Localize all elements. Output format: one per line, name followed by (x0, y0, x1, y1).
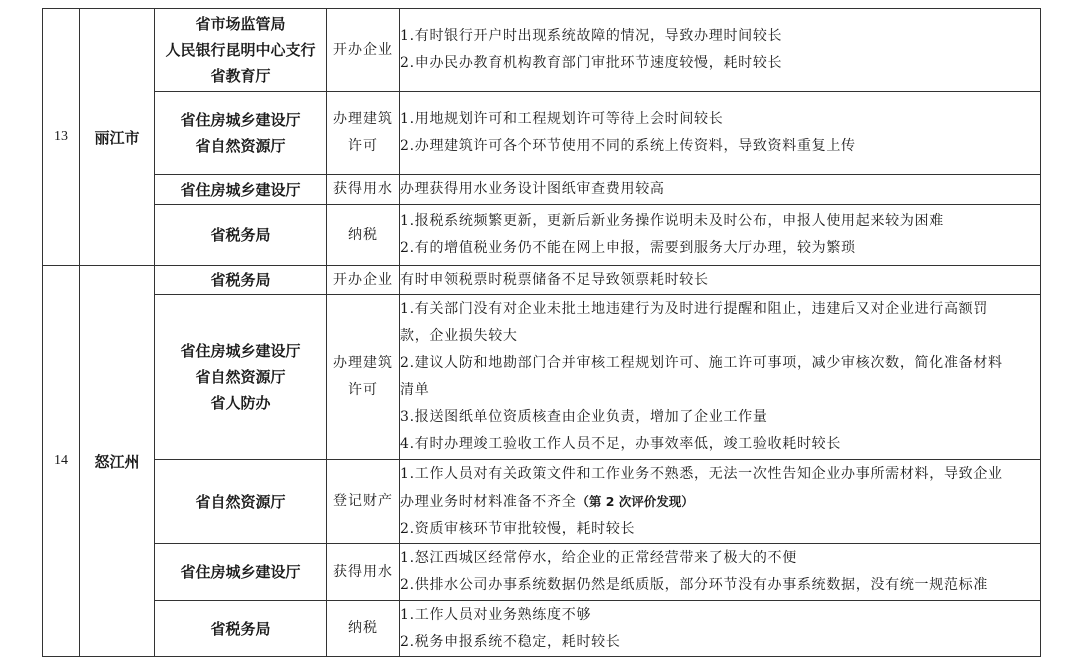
issue-line: 1.用地规划许可和工程规划许可等待上会时间较长 (400, 111, 724, 127)
department-name: 省住房城乡建设厅 (180, 111, 301, 129)
city-name: 怒江州 (80, 266, 155, 657)
category-label: 办理建筑 (333, 355, 393, 371)
issues-cell (400, 205, 1041, 266)
table-row (43, 175, 1041, 205)
category-cell (327, 266, 400, 295)
department-name: 省人防办 (210, 394, 271, 412)
category-label: 获得用水 (333, 181, 393, 197)
table-row (43, 205, 1041, 266)
department-name: 省税务局 (210, 226, 271, 244)
issue-line: 1.怒江西城区经常停水，给企业的正常经营带来了极大的不便 (400, 550, 797, 566)
department-cell (155, 9, 327, 92)
issue-line: 2.建议人防和地勘部门合并审核工程规划许可、施工许可事项，减少审核次数，简化准备材料 (400, 355, 1003, 371)
category-cell (327, 9, 400, 92)
department-name: 省自然资源厅 (195, 492, 286, 511)
category-cell (327, 601, 400, 657)
row-number: 14 (43, 266, 80, 657)
issue-line: 2.税务申报系统不稳定，耗时较长 (400, 633, 621, 650)
department-cell (155, 92, 327, 175)
category-label: 许可 (348, 382, 378, 398)
department-cell (155, 601, 327, 657)
issue-line: 1.工作人员对业务熟练度不够 (400, 606, 592, 623)
category-label: 纳税 (348, 620, 378, 636)
issue-line: 2.有的增值税业务仍不能在网上申报，需要到服务大厅办理，较为繁琐 (400, 240, 856, 256)
issues-cell (400, 460, 1041, 544)
issues-cell (400, 295, 1041, 460)
table-row (43, 601, 1041, 657)
department-name: 省住房城乡建设厅 (180, 563, 301, 581)
issue-line: 2.供排水公司办事系统数据仍然是纸质版，部分环节没有办事系统数据，没有统一规范标准 (400, 577, 989, 593)
table-row (43, 9, 1041, 92)
table-row (43, 460, 1041, 544)
issue-line: 1.报税系统频繁更新，更新后新业务操作说明未及时公布，申报人使用起来较为困难 (400, 213, 944, 229)
issues-table (42, 8, 1041, 657)
category-cell (327, 295, 400, 460)
issue-line: 3.报送图纸单位资质核查由企业负责，增加了企业工作量 (400, 409, 768, 425)
department-cell (155, 175, 327, 205)
issue-line: 1.有时银行开户时出现系统故障的情况，导致办理时间较长 (400, 28, 783, 44)
department-name: 人民银行昆明中心支行 (165, 41, 316, 59)
issues-cell (400, 601, 1041, 657)
table-row (43, 295, 1041, 460)
issues-cell (400, 175, 1041, 205)
category-cell (327, 460, 400, 544)
issue-line: 2.办理建筑许可各个环节使用不同的系统上传资料，导致资料重复上传 (400, 138, 856, 154)
department-name: 省自然资源厅 (195, 368, 286, 386)
evaluation-note: （第 2 次评价发现） (576, 493, 694, 509)
department-cell (155, 460, 327, 544)
category-label: 开办企业 (333, 41, 393, 58)
department-name: 省税务局 (210, 271, 271, 289)
department-cell (155, 544, 327, 601)
city-name: 丽江市 (80, 9, 155, 266)
department-name: 省税务局 (210, 619, 271, 638)
issue-line: 2.资质审核环节审批较慢，耗时较长 (400, 520, 636, 537)
issue-line: 款，企业损失较大 (400, 328, 518, 344)
issue-line: 办理获得用水业务设计图纸审查费用较高 (400, 181, 665, 197)
table-row (43, 544, 1041, 601)
issues-cell (400, 266, 1041, 295)
category-label: 纳税 (348, 226, 378, 243)
category-cell (327, 92, 400, 175)
issue-line: 2.申办民办教育机构教育部门审批环节速度较慢，耗时较长 (400, 55, 783, 71)
department-name: 省住房城乡建设厅 (180, 180, 301, 199)
category-cell (327, 544, 400, 601)
issue-line: 1.有关部门没有对企业未批土地违建行为及时进行提醒和阻止，违建后又对企业进行高额罚 (400, 301, 989, 317)
category-label: 登记财产 (333, 493, 393, 509)
department-cell (155, 266, 327, 295)
row-number: 13 (43, 9, 80, 266)
issue-line: 有时申领税票时税票储备不足导致领票耗时较长 (400, 271, 709, 288)
issue-line-with-note (400, 488, 1040, 516)
table-row (43, 92, 1041, 175)
issues-cell (400, 9, 1041, 92)
department-name: 省住房城乡建设厅 (180, 342, 301, 360)
issue-line: 1.工作人员对有关政策文件和工作业务不熟悉，无法一次性告知企业办事所需材料，导致企业 (400, 465, 1003, 482)
category-label: 获得用水 (333, 563, 393, 580)
department-name: 省教育厅 (210, 67, 271, 85)
issue-line: 4.有时办理竣工验收工作人员不足，办事效率低，竣工验收耗时较长 (400, 436, 842, 452)
department-cell (155, 205, 327, 266)
category-label: 办理建筑 (333, 111, 393, 127)
category-label: 开办企业 (333, 271, 393, 288)
department-name: 省自然资源厅 (195, 137, 286, 155)
table-row (43, 266, 1041, 295)
category-label: 许可 (348, 138, 378, 154)
category-cell (327, 175, 400, 205)
issues-cell (400, 92, 1041, 175)
department-name: 省市场监管局 (195, 15, 286, 33)
issue-text: 办理业务时材料准备不齐全 (400, 493, 577, 510)
category-cell (327, 205, 400, 266)
issue-line: 清单 (400, 382, 430, 398)
issues-cell (400, 544, 1041, 601)
department-cell (155, 295, 327, 460)
